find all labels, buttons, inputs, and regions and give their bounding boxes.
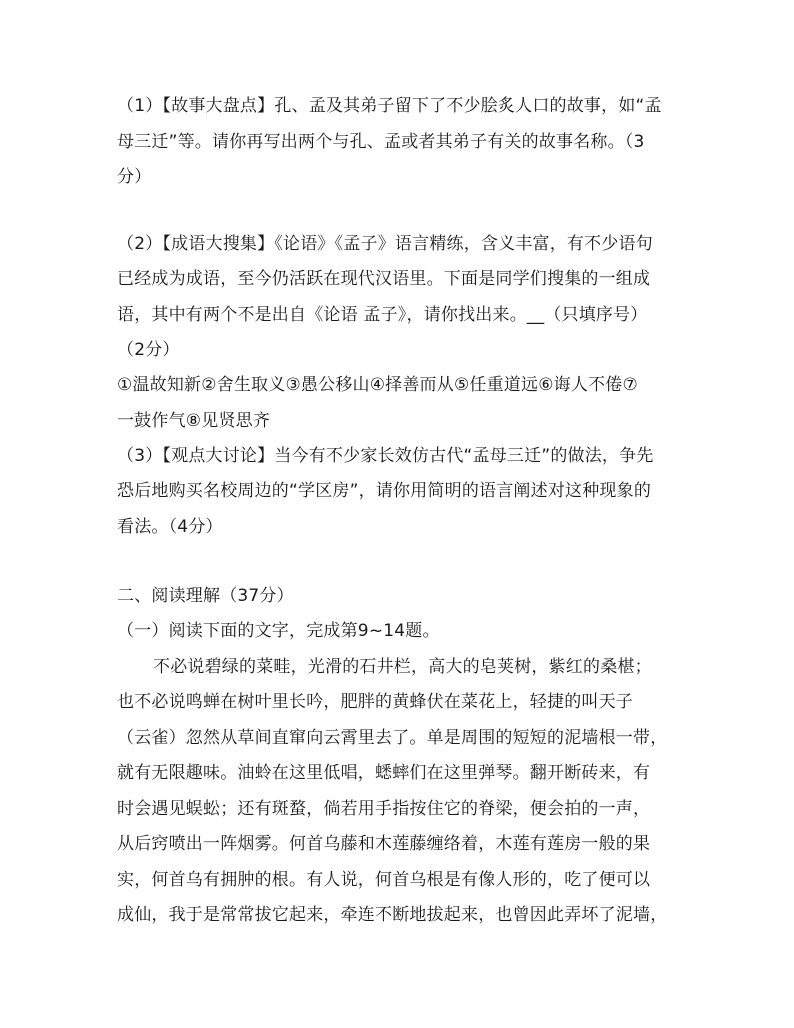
passage-line-8: 成仙，我于是常常拔它起来，牵连不断地拔起来，也曾因此弄坏了泥墙， <box>117 905 668 925</box>
q3-line-1: （3）【观点大讨论】当今有不少家长效仿古代“孟母三迁”的做法，争先 <box>117 446 654 466</box>
q1-line-2: 母三迁”等。请你再写出两个与孔、孟或者其弟子有关的故事名称。（3 <box>117 132 645 152</box>
q2-line-2: 已经成为成语，至今仍活跃在现代汉语里。下面是同学们搜集的一组成 <box>117 269 651 289</box>
q2-line-3: 语，其中有两个不是出自《论语 孟子》，请你找出来。__（只填序号） <box>117 305 648 325</box>
q2-options-line-2: 一鼓作气⑧见贤思齐 <box>117 411 271 431</box>
q1-line-1: （1）【故事大盘点】孔、孟及其弟子留下了不少脍炙人口的故事，如“孟 <box>117 96 662 116</box>
section-heading: 二、阅读理解（37分） <box>117 586 294 606</box>
q2-line-1: （2）【成语大搜集】《论语》《孟子》语言精练，含义丰富，有不少语句 <box>117 234 653 254</box>
passage-line-4: 就有无限趣味。油蛉在这里低唱，蟋蟀们在这里弹琴。翻开断砖来，有 <box>117 763 651 783</box>
q2-options-line-1: ①温故知新②舍生取义③愚公移山④择善而从⑤任重道远⑥诲人不倦⑦ <box>117 375 638 395</box>
q3-line-2: 恐后地购买名校周边的“学区房”，请你用简明的语言阐述对这种现象的 <box>117 481 652 501</box>
passage-line-6: 从后窍喷出一阵烟雾。何首乌藤和木莲藤缠络着，木莲有莲房一般的果 <box>117 834 651 854</box>
passage-line-3: （云雀）忽然从草间直窜向云霄里去了。单是周围的短短的泥墙根一带， <box>117 728 668 748</box>
q1-line-3: 分） <box>117 167 152 187</box>
q2-line-4: （2分） <box>117 340 180 360</box>
q3-line-3: 看法。（4分） <box>117 517 223 537</box>
passage-line-1: 不必说碧绿的菜畦，光滑的石井栏，高大的皂荚树，紫红的桑椹； <box>153 657 652 677</box>
section-subheading: （一）阅读下面的文字，完成第9~14题。 <box>117 621 440 641</box>
passage-line-2: 也不必说鸣蝉在树叶里长吟，肥胖的黄蜂伏在菜花上，轻捷的叫天子 <box>117 692 633 712</box>
passage-line-7: 实，何首乌有拥肿的根。有人说，何首乌根是有像人形的，吃了便可以 <box>117 870 651 890</box>
passage-line-5: 时会遇见蜈蚣；还有斑蝥，倘若用手指按住它的脊梁，便会拍的一声， <box>117 799 651 819</box>
